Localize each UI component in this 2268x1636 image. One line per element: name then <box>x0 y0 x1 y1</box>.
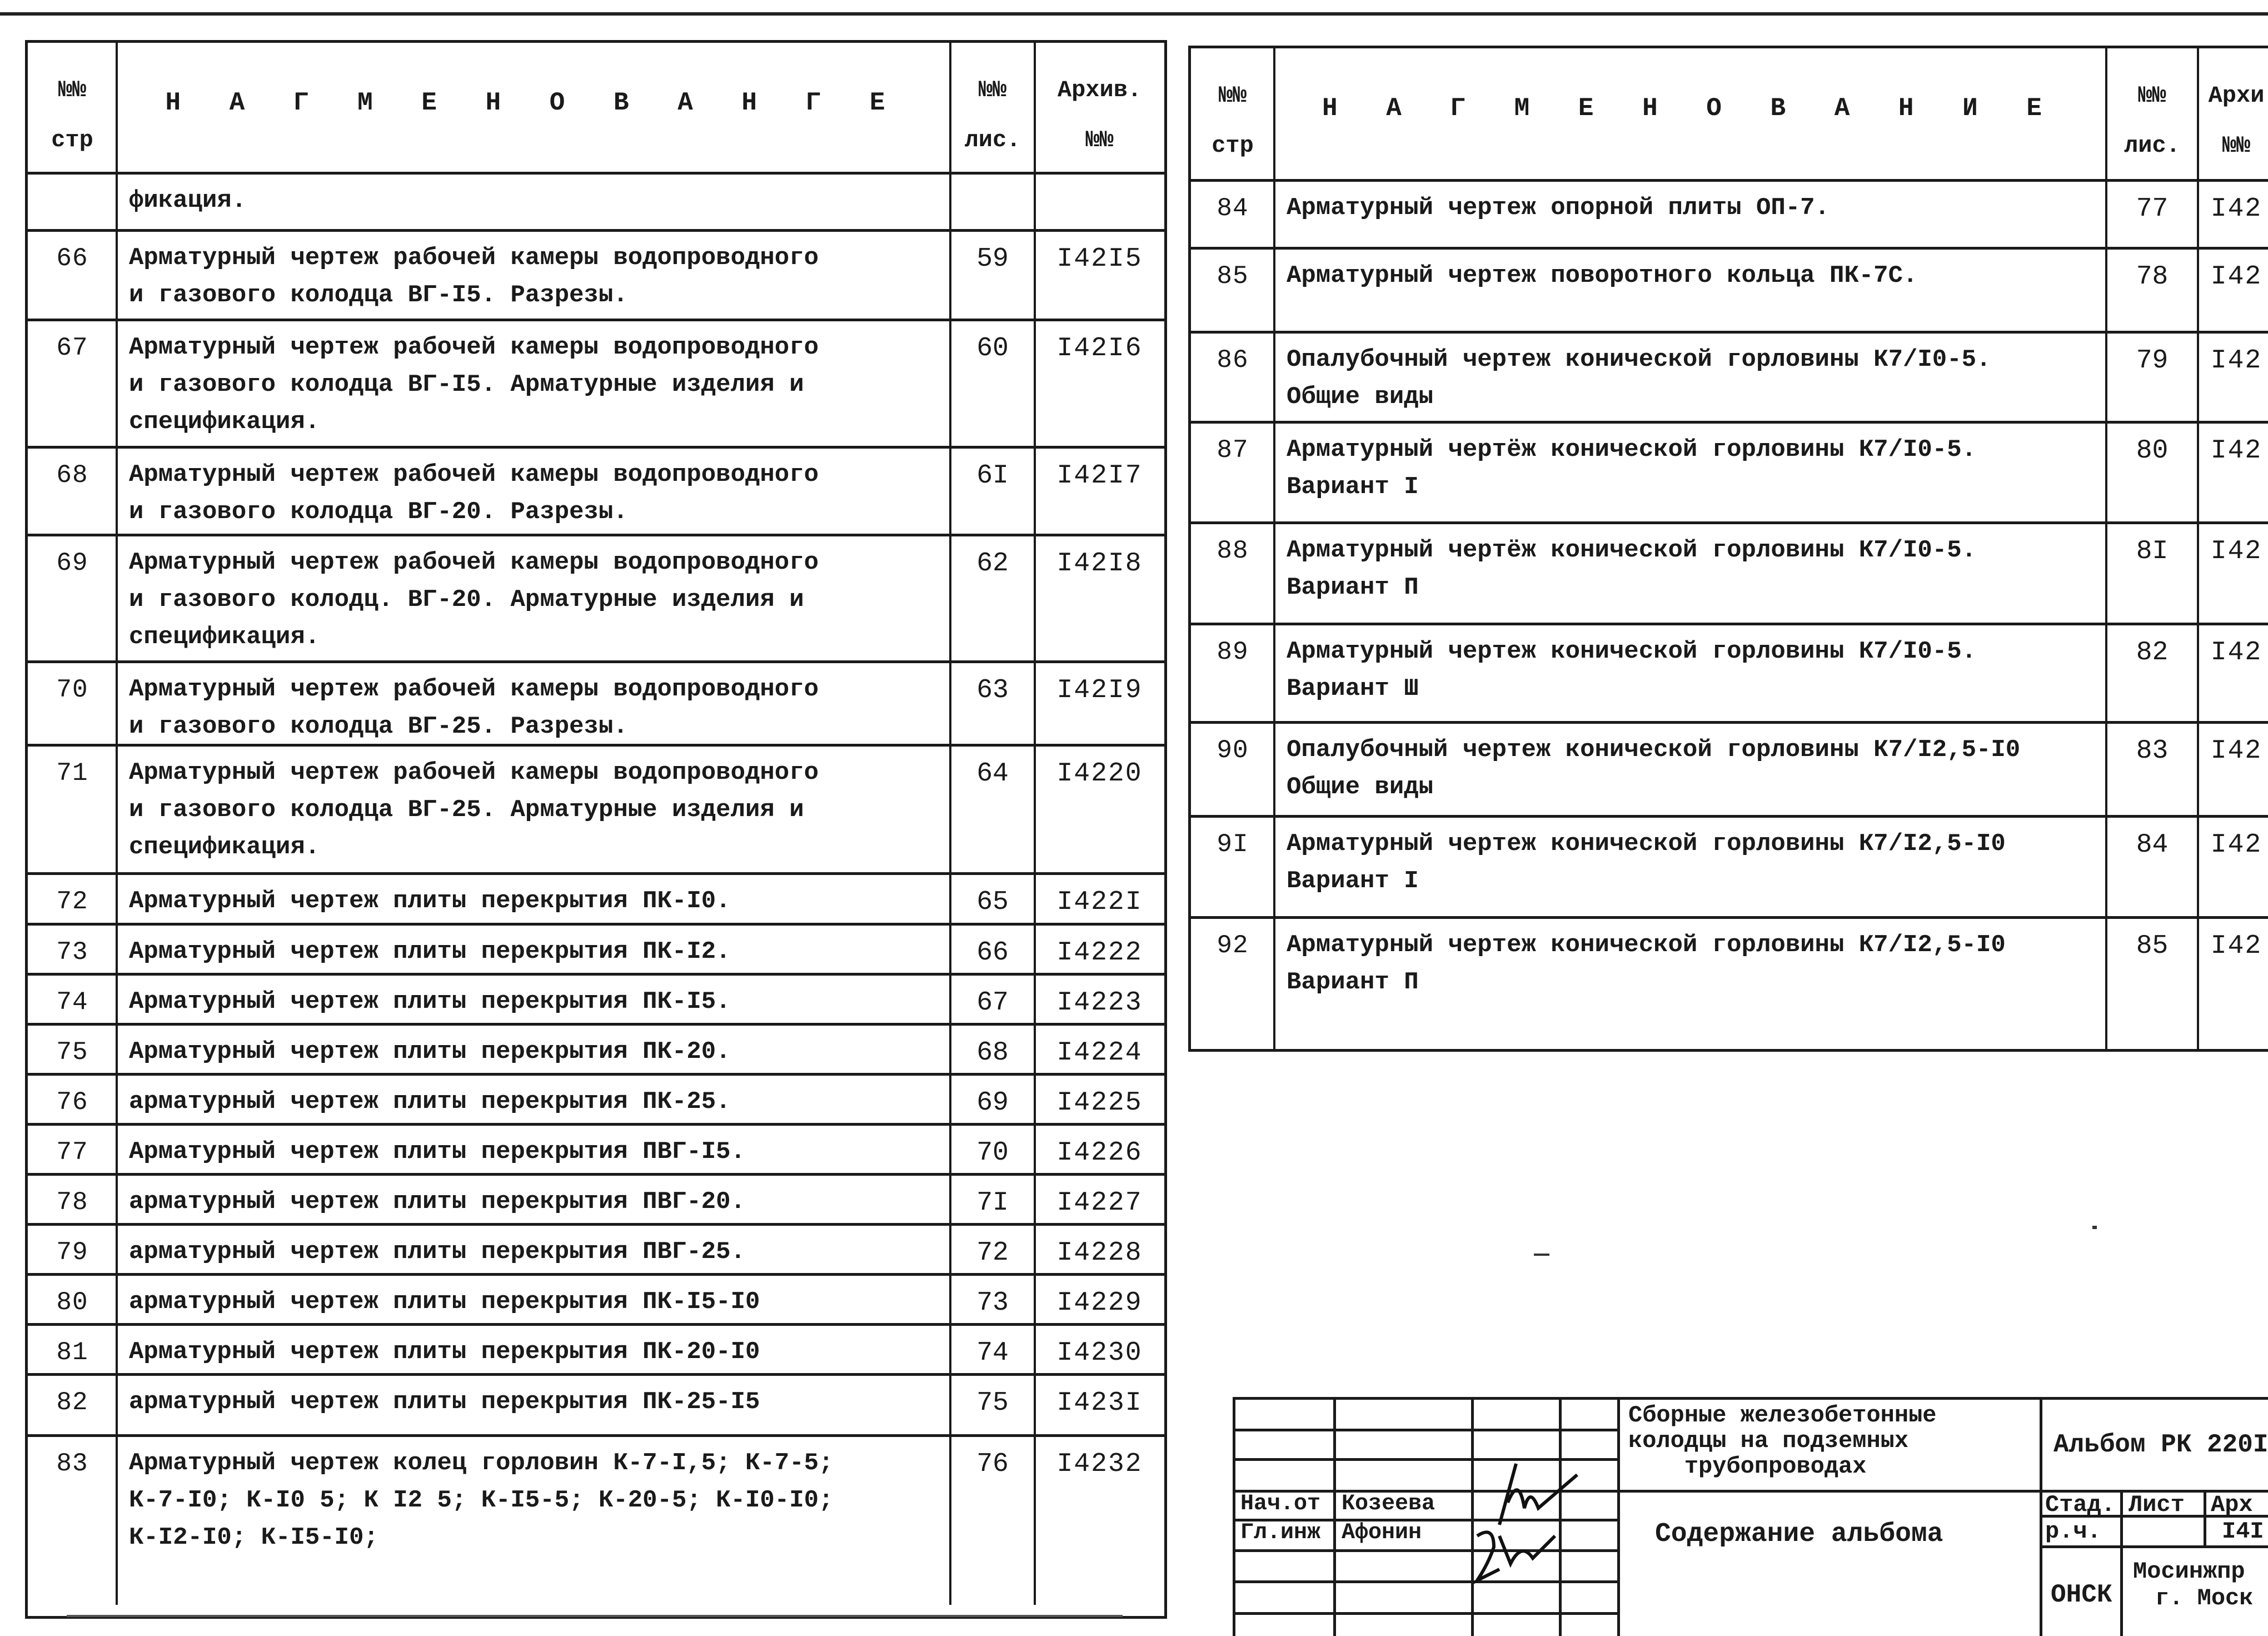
row-title: Арматурный чертеж рабочей камеры водопроводного и газового колодца ВГ-I5. Арматурные изделия и спецификация. <box>129 334 819 436</box>
row-title: Арматурный чертеж конической горловины К7/I2,5-I0 Вариант П <box>1287 931 2006 996</box>
row-sheet-number: 7I <box>976 1188 1009 1218</box>
row-sheet-number: 68 <box>976 1038 1009 1068</box>
row-title: Арматурный чертеж конической горловины К7/I2,5-I0 Вариант I <box>1287 830 2006 895</box>
row-sheet-number: 59 <box>976 244 1009 274</box>
row-page-number: 74 <box>56 988 88 1017</box>
organization-line1: Мосинжпр <box>2133 1558 2245 1585</box>
row-sheet-number: 72 <box>976 1238 1009 1268</box>
row-sheet-number: 67 <box>976 988 1009 1018</box>
header-name: Н А Г М Е Н О В А Н Г Е <box>165 88 902 117</box>
table-row <box>28 663 1164 747</box>
row-archive-number: I42 <box>2210 346 2262 376</box>
row-title: Арматурный чертеж конической горловины К7/I0-5. Вариант Ш <box>1287 638 1977 703</box>
row-sheet-number: 73 <box>976 1288 1009 1318</box>
row-sheet-number: 6I <box>976 461 1009 491</box>
stage-label: Стад. <box>2045 1491 2116 1518</box>
row-title: Арматурный чертеж рабочей камеры водопроводного и газового колодца ВГ-25. Арматурные изделия и спецификация. <box>129 759 819 861</box>
row-page-number: 83 <box>56 1449 88 1478</box>
row-title: арматурный чертеж плиты перекрытия ПВГ-20. <box>129 1188 745 1216</box>
header-sheet-top: №№ <box>978 77 1007 103</box>
row-page-number: 89 <box>1217 638 1249 667</box>
album-code: Альбом РК 220I <box>2053 1430 2268 1459</box>
archive-value: I4I <box>2222 1518 2264 1545</box>
table-row <box>1191 919 2268 1050</box>
row-title: Арматурный чертеж рабочей камеры водопроводного и газового колодца ВГ-20. Разрезы. <box>129 461 819 526</box>
table-row <box>1191 724 2268 818</box>
right-header-row <box>1191 48 2268 182</box>
row-title: Арматурный чертеж рабочей камеры водопроводного и газового колодц. ВГ-20. Арматурные изделия и спецификация. <box>129 549 819 651</box>
row-page-number: 77 <box>56 1138 88 1167</box>
table-row <box>28 1076 1164 1126</box>
row-page-number: 70 <box>56 675 88 704</box>
header-sheet-top: №№ <box>2138 82 2166 109</box>
row-archive-number: I4227 <box>1056 1188 1143 1218</box>
scan-mark <box>2092 1226 2097 1229</box>
header-num-bottom: стр <box>51 127 93 153</box>
table-row <box>28 875 1164 926</box>
header-archive-top: Архи <box>2208 82 2265 109</box>
row-title: Арматурный чертеж плиты перекрытия ПК-20. <box>129 1038 731 1066</box>
row-sheet-number: 82 <box>2136 638 2169 668</box>
row-sheet-number: 83 <box>2136 736 2169 766</box>
row-sheet-number: 69 <box>976 1088 1009 1118</box>
row-page-number <box>28 175 117 229</box>
row-archive-number: I42I9 <box>1056 675 1143 705</box>
row-page-number: 92 <box>1217 931 1249 960</box>
row-page-number: 68 <box>56 461 88 490</box>
row-page-number: 72 <box>56 887 88 916</box>
left-contents-table <box>25 40 1167 1619</box>
row-page-number: 76 <box>56 1088 88 1117</box>
left-header-cell <box>950 43 1035 172</box>
table-row <box>1191 334 2268 424</box>
row-archive-number: I42 <box>2210 736 2262 766</box>
row-archive-number: I4228 <box>1056 1238 1143 1268</box>
row-archive-number <box>1035 175 1164 229</box>
row-archive-number: I422I <box>1056 887 1143 917</box>
row-title: Арматурный чертеж колец горловин К-7-I,5; К-7-5; К-7-I0; К-I0 5; К I2 5; К-I5-5; К-20-5; К-I0-I0; К-I2-I0; К-I5-I0; <box>129 1449 834 1552</box>
row-title: Опалубочный чертеж конической горловины К7/I0-5. Общие виды <box>1287 346 1991 411</box>
row-page-number: 85 <box>1217 262 1249 291</box>
table-row <box>28 747 1164 875</box>
row-title: Арматурный чертеж рабочей камеры водопроводного и газового колодца ВГ-I5. Разрезы. <box>129 244 819 309</box>
row-page-number: 78 <box>56 1188 88 1217</box>
row-title: Арматурный чертеж опорной плиты ОП-7. <box>1287 194 1830 222</box>
row-archive-number: I42 <box>2210 638 2262 668</box>
table-row <box>28 449 1164 536</box>
project-title: Сборные железобетонные колодцы на подземных трубопроводах <box>1628 1402 1937 1480</box>
row-sheet-number: 77 <box>2136 194 2169 224</box>
role-head-of-dept: Нач.от <box>1240 1491 1321 1516</box>
table-row <box>28 1437 1164 1605</box>
row-archive-number: I4229 <box>1056 1288 1143 1318</box>
row-sheet-number: 74 <box>976 1338 1009 1368</box>
row-title: Арматурный чертеж поворотного кольца ПК-7С. <box>1287 262 1918 290</box>
right-contents-table <box>1188 46 2268 1052</box>
scan-mark <box>67 1615 1123 1617</box>
sheet-title: Содержание альбома <box>1655 1519 1943 1549</box>
right-header-cell <box>1274 48 2106 179</box>
signature-2 <box>1466 1519 1577 1592</box>
row-archive-number: I423I <box>1056 1388 1143 1418</box>
row-archive-number: I42 <box>2210 194 2262 224</box>
table-row <box>1191 524 2268 625</box>
left-header-cell <box>1035 43 1164 172</box>
row-page-number: 9I <box>1217 830 1249 859</box>
row-page-number: 79 <box>56 1238 88 1267</box>
stage-value: р.ч. <box>2045 1518 2101 1545</box>
row-page-number: 87 <box>1217 436 1249 465</box>
right-header-cell <box>1191 48 1274 179</box>
table-row <box>28 1026 1164 1076</box>
row-page-number: 80 <box>56 1288 88 1317</box>
table-row <box>28 175 1164 232</box>
page-top-rule <box>0 12 2268 16</box>
row-title: Арматурный чертёж конической горловины К7/I0-5. Вариант П <box>1287 536 1977 601</box>
row-sheet-number: 8I <box>2136 536 2169 566</box>
row-sheet-number: 84 <box>2136 830 2169 860</box>
row-archive-number: I42 <box>2210 536 2262 566</box>
row-archive-number: I4220 <box>1056 759 1143 789</box>
row-page-number: 75 <box>56 1038 88 1067</box>
row-page-number: 82 <box>56 1388 88 1417</box>
header-archive-top: Архив. <box>1057 77 1142 103</box>
row-page-number: 67 <box>56 334 88 362</box>
row-archive-number: I4232 <box>1056 1449 1143 1479</box>
row-sheet-number: 66 <box>976 938 1009 968</box>
table-row <box>28 1276 1164 1326</box>
row-archive-number: I42I7 <box>1056 461 1143 491</box>
left-header-cell <box>117 43 950 172</box>
row-sheet-number <box>950 175 1035 229</box>
table-row <box>1191 250 2268 334</box>
archive-label: Арх <box>2211 1491 2253 1518</box>
row-archive-number: I42 <box>2210 830 2262 860</box>
department: ОНСК <box>2051 1580 2112 1609</box>
row-sheet-number: 64 <box>976 759 1009 789</box>
header-num-top: №№ <box>58 77 87 103</box>
row-archive-number: I42 <box>2210 436 2262 466</box>
header-sheet-bottom: лис. <box>964 127 1021 153</box>
row-archive-number: I4224 <box>1056 1038 1143 1068</box>
row-archive-number: I42 <box>2210 931 2262 961</box>
row-title: Арматурный чертеж плиты перекрытия ПК-I5. <box>129 988 731 1016</box>
name-chief-engineer: Афонин <box>1342 1520 1422 1545</box>
row-archive-number: I42 <box>2210 262 2262 292</box>
table-row <box>28 1226 1164 1276</box>
row-sheet-number: 85 <box>2136 931 2169 961</box>
row-sheet-number: 60 <box>976 334 1009 364</box>
row-archive-number: I42I6 <box>1056 334 1143 364</box>
row-title: арматурный чертеж плиты перекрытия ПК-I5-I0 <box>129 1288 760 1316</box>
header-sheet-bottom: лис. <box>2124 132 2180 159</box>
organization-line2: г. Моск <box>2155 1585 2254 1612</box>
header-archive-bottom: №№ <box>2222 132 2251 159</box>
row-page-number: 71 <box>56 759 88 788</box>
table-row <box>28 1126 1164 1176</box>
row-archive-number: I4225 <box>1056 1088 1143 1118</box>
row-title: Арматурный чертеж плиты перекрытия ПК-I0. <box>129 887 731 915</box>
left-header-row <box>28 43 1164 175</box>
row-page-number: 73 <box>56 938 88 967</box>
row-title: Арматурный чертеж плиты перекрытия ПВГ-I5. <box>129 1138 745 1166</box>
table-row <box>28 321 1164 449</box>
scan-mark <box>1534 1254 1549 1256</box>
role-chief-engineer: Гл.инж <box>1240 1520 1321 1545</box>
table-row <box>28 1176 1164 1226</box>
row-title: Арматурный чертёж конической горловины К7/I0-5. Вариант I <box>1287 436 1977 501</box>
table-row <box>1191 818 2268 919</box>
table-row <box>28 1376 1164 1437</box>
row-archive-number: I42I8 <box>1056 549 1143 579</box>
row-page-number: 90 <box>1217 736 1249 765</box>
title-block <box>1233 1397 2268 1636</box>
row-title: Опалубочный чертеж конической горловины К7/I2,5-I0 Общие виды <box>1287 736 2021 801</box>
row-title: Арматурный чертеж плиты перекрытия ПК-I2. <box>129 938 731 966</box>
row-archive-number: I4223 <box>1056 988 1143 1018</box>
name-head-of-dept: Козеева <box>1342 1491 1435 1516</box>
row-sheet-number: 76 <box>976 1449 1009 1479</box>
row-archive-number: I4226 <box>1056 1138 1143 1168</box>
table-row <box>1191 424 2268 524</box>
row-sheet-number: 80 <box>2136 436 2169 466</box>
right-header-cell <box>2198 48 2268 179</box>
row-sheet-number: 62 <box>976 549 1009 579</box>
row-archive-number: I42I5 <box>1056 244 1143 274</box>
row-page-number: 66 <box>56 244 88 273</box>
header-name: Н А Г М Е Н О В А Н И Е <box>1322 94 2058 123</box>
row-title: арматурный чертеж плиты перекрытия ПВГ-25. <box>129 1238 745 1266</box>
header-archive-bottom: №№ <box>1085 127 1114 153</box>
row-page-number: 86 <box>1217 346 1249 375</box>
table-row <box>1191 182 2268 250</box>
header-num-bottom: стр <box>1212 132 1254 159</box>
row-sheet-number: 75 <box>976 1388 1009 1418</box>
right-header-cell <box>2106 48 2198 179</box>
table-row <box>28 232 1164 321</box>
row-sheet-number: 65 <box>976 887 1009 917</box>
left-header-cell <box>28 43 117 172</box>
row-sheet-number: 70 <box>976 1138 1009 1168</box>
row-sheet-number: 63 <box>976 675 1009 705</box>
row-page-number: 88 <box>1217 536 1249 565</box>
row-title: Арматурный чертеж плиты перекрытия ПК-20-I0 <box>129 1338 760 1366</box>
row-title: Арматурный чертеж рабочей камеры водопроводного и газового колодца ВГ-25. Разрезы. <box>129 675 819 740</box>
row-title: арматурный чертеж плиты перекрытия ПК-25. <box>129 1088 731 1116</box>
table-row <box>28 926 1164 976</box>
row-archive-number: I4230 <box>1056 1338 1143 1368</box>
table-row <box>28 536 1164 663</box>
row-page-number: 84 <box>1217 194 1249 223</box>
table-row <box>28 1326 1164 1376</box>
row-page-number: 69 <box>56 549 88 578</box>
row-page-number: 81 <box>56 1338 88 1367</box>
row-archive-number: I4222 <box>1056 938 1143 968</box>
row-title: арматурный чертеж плиты перекрытия ПК-25-I5 <box>129 1388 760 1416</box>
table-row <box>1191 625 2268 724</box>
row-sheet-number: 78 <box>2136 262 2169 292</box>
row-title: фикация. <box>129 187 247 215</box>
sheet-label: Лист <box>2129 1491 2185 1518</box>
table-row <box>28 976 1164 1026</box>
row-sheet-number: 79 <box>2136 346 2169 376</box>
header-num-top: №№ <box>1218 82 1247 109</box>
